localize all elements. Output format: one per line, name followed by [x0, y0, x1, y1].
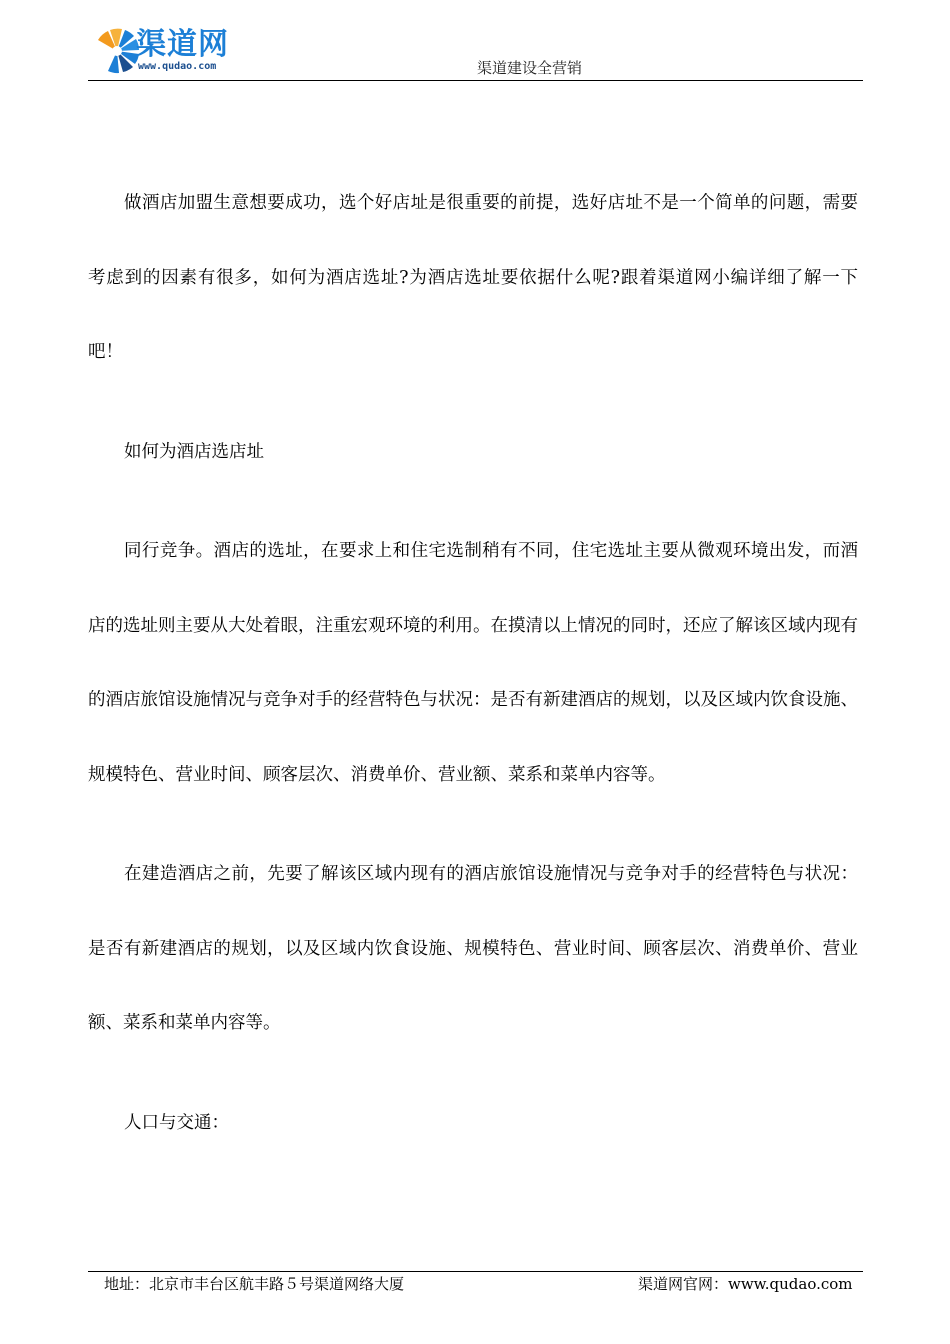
- document-body: [88, 166, 858, 1160]
- logo-url: www.qudao.com: [138, 61, 217, 72]
- qudao-logo: [92, 26, 252, 76]
- header-tagline: 渠道建设全营销: [477, 59, 583, 77]
- header-divider: [88, 80, 863, 81]
- footer-address: 地址：北京市丰台区航丰路５号渠道网络大厦: [104, 1275, 405, 1293]
- population-traffic-heading: 人口与交通：: [124, 1112, 229, 1133]
- pre-construction-paragraph: 在建造酒店之前，先要了解该区域内现有的酒店旅馆设施情况与竞争对手的经营特色与状况：是否有新建酒店的规划，以及区域内饮食设施、规模特色、营业时间、顾客层次、消费单价、营业额、菜系和菜单内容等。: [88, 864, 858, 1033]
- footer-website: 渠道网官网：www.qudao.com: [638, 1275, 853, 1293]
- logo-title: 渠道网: [136, 27, 229, 62]
- section-heading: 如何为酒店选店址: [124, 441, 264, 462]
- footer-divider: [88, 1271, 863, 1272]
- intro-paragraph: 做酒店加盟生意想要成功，选个好店址是很重要的前提，选好店址不是一个简单的问题，需要考虑到的因素有很多，如何为酒店选址?为酒店选址要依据什么呢?跟着渠道网小编详细了解一下吧！: [88, 193, 858, 362]
- logo-swirl-icon: [92, 26, 142, 76]
- page-header: [0, 0, 950, 82]
- competition-paragraph: 同行竞争。酒店的选址，在要求上和住宅选制稍有不同，住宅选址主要从微观环境出发，而酒店的选址则主要从大处着眼，注重宏观环境的利用。在摸清以上情况的同时，还应了解该区域内现有的酒店旅馆设施情况与竞争对手的经营特色与状况：是否有新建酒店的规划，以及区域内饮食设施、规模特色、营业时间、顾客层次、消费单价、营业额、菜系和菜单内容等。: [88, 541, 858, 785]
